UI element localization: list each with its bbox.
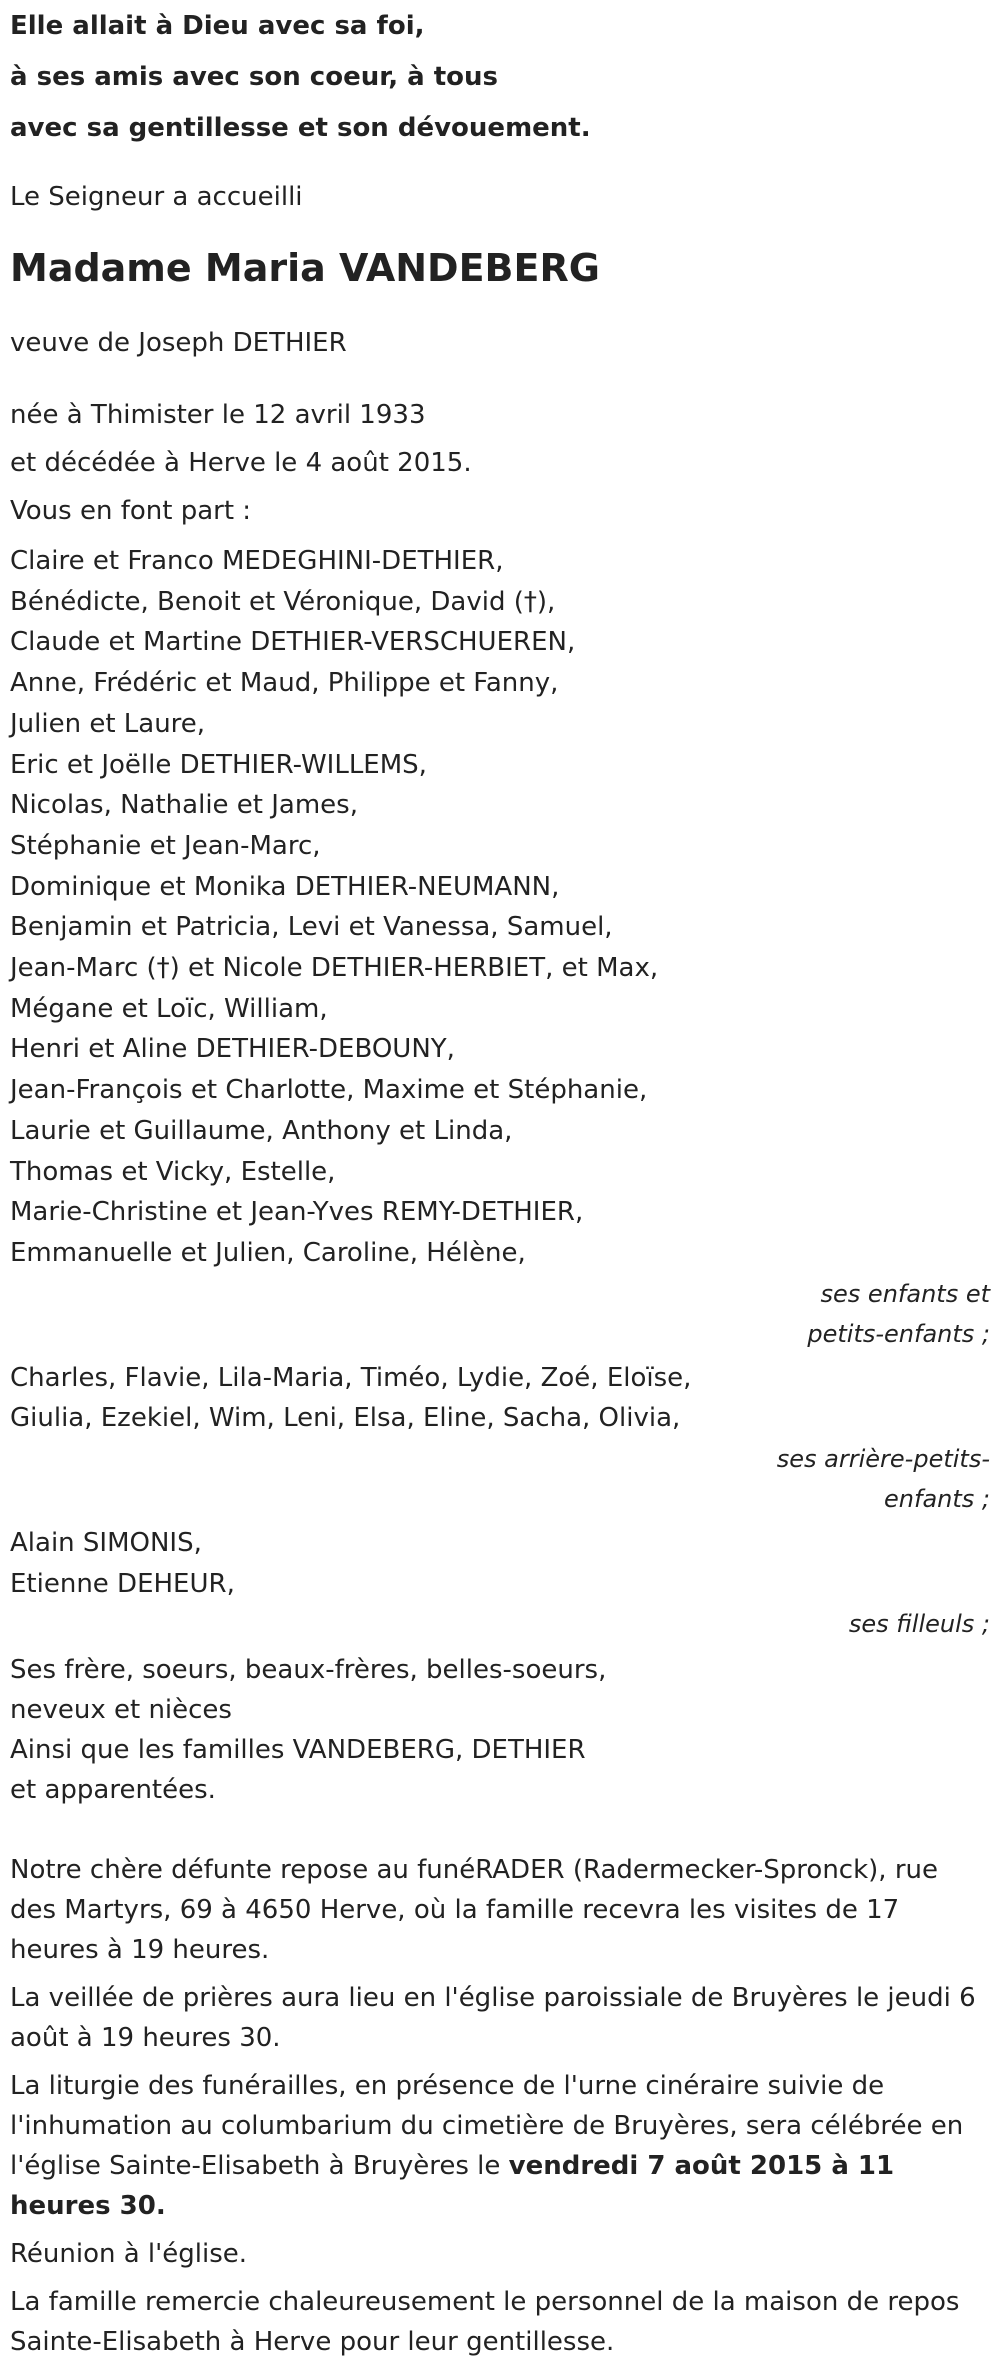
- relation-label: enfants ;: [884, 1485, 990, 1514]
- thanks-paragraph: La famille remercie chaleureusement le personnel de la maison de repos Sainte-Elisabeth à Herve pour leur gentillesse.: [10, 2287, 960, 2358]
- list-item: Giulia, Ezekiel, Wim, Leni, Elsa, Eline, Sacha, Olivia,: [10, 1403, 681, 1434]
- list-item: et apparentées.: [10, 1775, 216, 1806]
- opening-quote: [10, 0, 990, 154]
- list-item: Jean-François et Charlotte, Maxime et Stéphanie,: [10, 1075, 648, 1106]
- intro-text: Le Seigneur a accueilli: [10, 182, 303, 212]
- announce-text: Vous en font part :: [10, 496, 252, 526]
- list-item: neveux et nièces: [10, 1695, 232, 1726]
- quote-line: à ses amis avec son coeur, à tous: [10, 62, 499, 92]
- list-item: Nicolas, Nathalie et James,: [10, 790, 358, 821]
- godchildren-relation: ses filleuls ;: [848, 1610, 990, 1639]
- extended-family: [10, 1650, 990, 1810]
- quote-line: avec sa gentillesse et son dévouement.: [10, 113, 591, 143]
- list-item: Julien et Laure,: [10, 708, 206, 739]
- great-grandchildren-list: [10, 1358, 990, 1439]
- list-item: Anne, Frédéric et Maud, Philippe et Fanny,: [10, 668, 559, 699]
- list-item: Claire et Franco MEDEGHINI-DETHIER,: [10, 546, 504, 576]
- list-item: Thomas et Vicky, Estelle,: [10, 1156, 336, 1187]
- vigil-paragraph: La veillée de prières aura lieu en l'église paroissiale de Bruyères le jeudi 6 août à 19 heures 30.: [10, 1983, 976, 2054]
- rest-paragraph: Notre chère défunte repose au funéRADER (Radermecker-Spronck), rue des Martyrs, 69 à 4650 Herve, où la famille recevra les visites de 17 heures à 19 heures.: [10, 1855, 938, 1966]
- liturgy-date: vendredi 7 août 2015 à 11 heures 30.: [10, 2151, 895, 2222]
- children-relation: [10, 1274, 990, 1354]
- godchildren-list: [10, 1523, 990, 1604]
- list-item: Ainsi que les familles VANDEBERG, DETHIER: [10, 1735, 586, 1766]
- liturgy-paragraph: [10, 2066, 990, 2226]
- list-item: Dominique et Monika DETHIER-NEUMANN,: [10, 871, 560, 902]
- list-item: Bénédicte, Benoit et Véronique, David (†),: [10, 586, 556, 617]
- list-item: Marie-Christine et Jean-Yves REMY-DETHIER,: [10, 1197, 584, 1228]
- relation-label: ses arrière-petits-: [776, 1445, 990, 1474]
- list-item: Benjamin et Patricia, Levi et Vanessa, Samuel,: [10, 912, 613, 943]
- widow-of: veuve de Joseph DETHIER: [10, 328, 347, 358]
- deceased-name: Madame Maria VANDEBERG: [10, 246, 600, 290]
- list-item: Stéphanie et Jean-Marc,: [10, 830, 321, 861]
- quote-line: Elle allait à Dieu avec sa foi,: [10, 11, 425, 41]
- list-item: Ses frère, soeurs, beaux-frères, belles-soeurs,: [10, 1655, 607, 1686]
- list-item: Jean-Marc (†) et Nicole DETHIER-HERBIET, et Max,: [10, 953, 659, 984]
- list-item: Henri et Aline DETHIER-DEBOUNY,: [10, 1034, 455, 1065]
- list-item: Laurie et Guillaume, Anthony et Linda,: [10, 1115, 513, 1146]
- relation-label: ses enfants et: [820, 1279, 990, 1308]
- list-item: Etienne DEHEUR,: [10, 1568, 235, 1599]
- list-item: Emmanuelle et Julien, Caroline, Hélène,: [10, 1237, 526, 1268]
- relation-label: petits-enfants ;: [807, 1319, 990, 1348]
- great-grandchildren-relation: [10, 1439, 990, 1519]
- meeting-paragraph: Réunion à l'église.: [10, 2239, 248, 2270]
- list-item: Eric et Joëlle DETHIER-WILLEMS,: [10, 749, 427, 780]
- list-item: Claude et Martine DETHIER-VERSCHUEREN,: [10, 627, 576, 658]
- children-list: [10, 541, 990, 1274]
- list-item: Mégane et Loïc, William,: [10, 993, 328, 1024]
- list-item: Alain SIMONIS,: [10, 1528, 202, 1559]
- death-info: et décédée à Herve le 4 août 2015.: [10, 448, 472, 478]
- list-item: Charles, Flavie, Lila-Maria, Timéo, Lydie, Zoé, Eloïse,: [10, 1362, 692, 1393]
- liturgy-text: La liturgie des funérailles, en présence de l'urne cinéraire suivie de l'inhumation au columbarium du cimetière de Bruyères, sera célébrée en l'église Sainte-Elisabeth à Bruyères le: [10, 2071, 964, 2182]
- birth-info: née à Thimister le 12 avril 1933: [10, 400, 426, 430]
